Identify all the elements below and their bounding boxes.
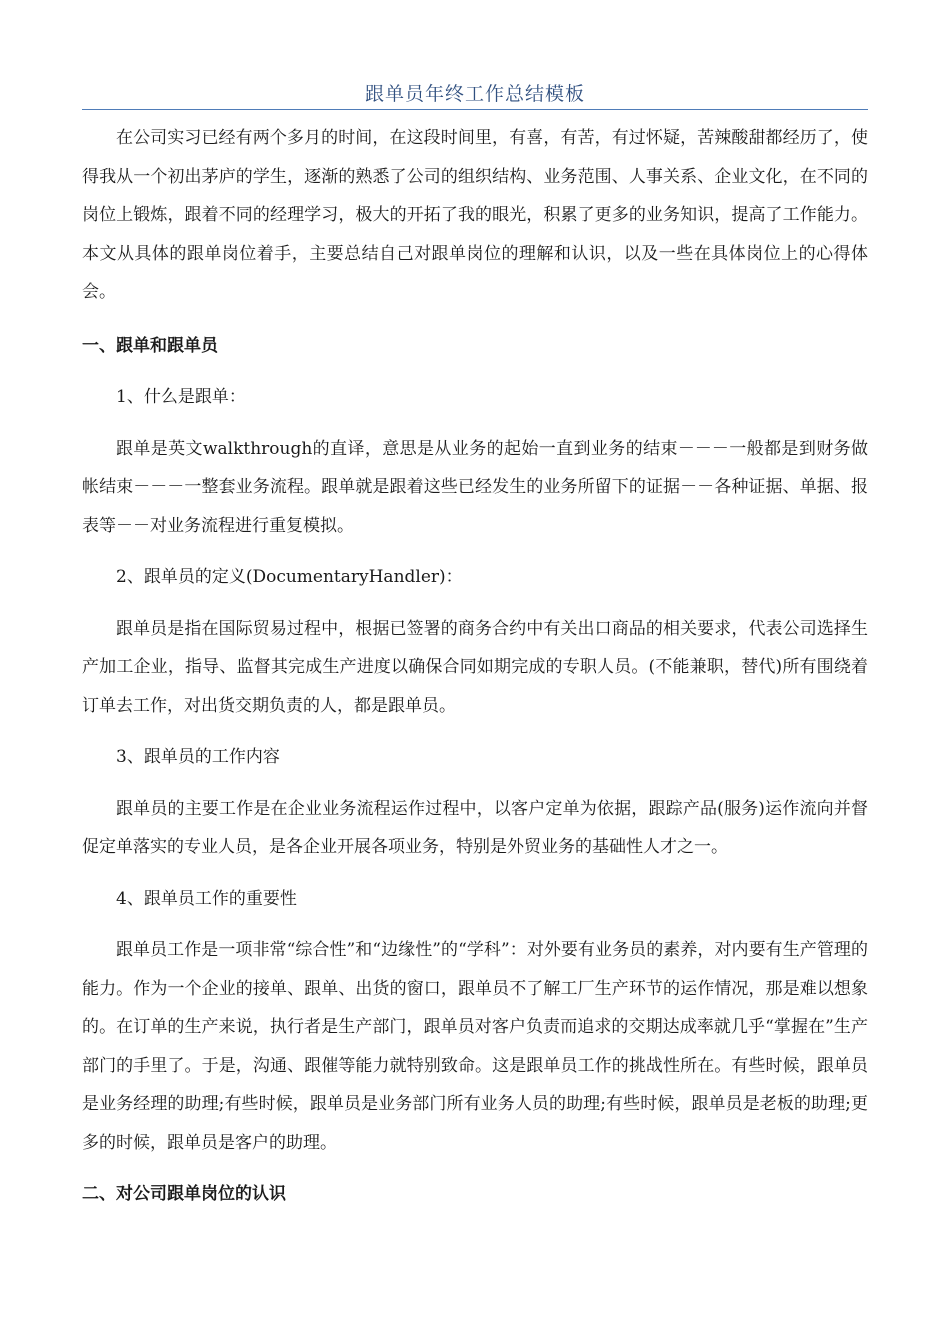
- section-heading-1: 一、跟单和跟单员: [82, 335, 218, 356]
- subheading-3: 3、跟单员的工作内容: [116, 747, 280, 767]
- subheading-1: 1、什么是跟单：: [116, 387, 246, 407]
- intro-paragraph: 在公司实习已经有两个多月的时间，在这段时间里，有喜，有苦，有过怀疑，苦辣酸甜都经历了，使得我从一个初出茅庐的学生，逐渐的熟悉了公司的组织结构、业务范围、人事关系、企业文化，在不同的岗位上锻炼，跟着不同的经理学习，极大的开拓了我的眼光，积累了更多的业务知识，提高了工作能力。本文从具体的跟单岗位着手，主要总结自己对跟单岗位的理解和认识，以及一些在具体岗位上的心得体会。: [82, 128, 868, 302]
- subheading-2: 2、跟单员的定义(DocumentaryHandler)：: [116, 567, 463, 587]
- subheading-4: 4、跟单员工作的重要性: [116, 888, 297, 909]
- paragraph-1: 跟单是英文walkthrough的直译，意思是从业务的起始一直到业务的结束－－－一般都是到财务做帐结束－－－一整套业务流程。跟单就是跟着这些已经发生的业务所留下的证据－－各种证据、单据、报表等－－对业务流程进行重复模拟。: [82, 438, 868, 536]
- section-heading-2: 二、对公司跟单岗位的认识: [82, 1184, 286, 1204]
- document-body: [82, 119, 868, 1214]
- title-underline: [82, 109, 868, 110]
- paragraph-3: 跟单员的主要工作是在企业业务流程运作过程中，以客户定单为依据，跟踪产品(服务)运作流向并督促定单落实的专业人员，是各企业开展各项业务，特别是外贸业务的基础性人才之一。: [82, 798, 868, 857]
- paragraph-4: 跟单员工作是一项非常“综合性”和“边缘性”的“学科”：对外要有业务员的素养，对内要有生产管理的能力。作为一个企业的接单、跟单、出货的窗口，跟单员不了解工厂生产环节的运作情况，那是难以想象的。在订单的生产来说，执行者是生产部门，跟单员对客户负责而追求的交期达成率就几乎“掌握在”生产部门的手里了。于是，沟通、跟催等能力就特别致命。这是跟单员工作的挑战性所在。有些时候，跟单员是业务经理的助理;有些时候，跟单员是业务部门所有业务人员的助理;有些时候，跟单员是老板的助理;更多的时候，跟单员是客户的助理。: [82, 940, 868, 1153]
- paragraph-2: 跟单员是指在国际贸易过程中，根据已签署的商务合约中有关出口商品的相关要求，代表公司选择生产加工企业，指导、监督其完成生产进度以确保合同如期完成的专职人员。(不能兼职，替代)所有围绕着订单去工作，对出货交期负责的人，都是跟单员。: [82, 618, 868, 716]
- document-title: 跟单员年终工作总结模板: [364, 83, 585, 105]
